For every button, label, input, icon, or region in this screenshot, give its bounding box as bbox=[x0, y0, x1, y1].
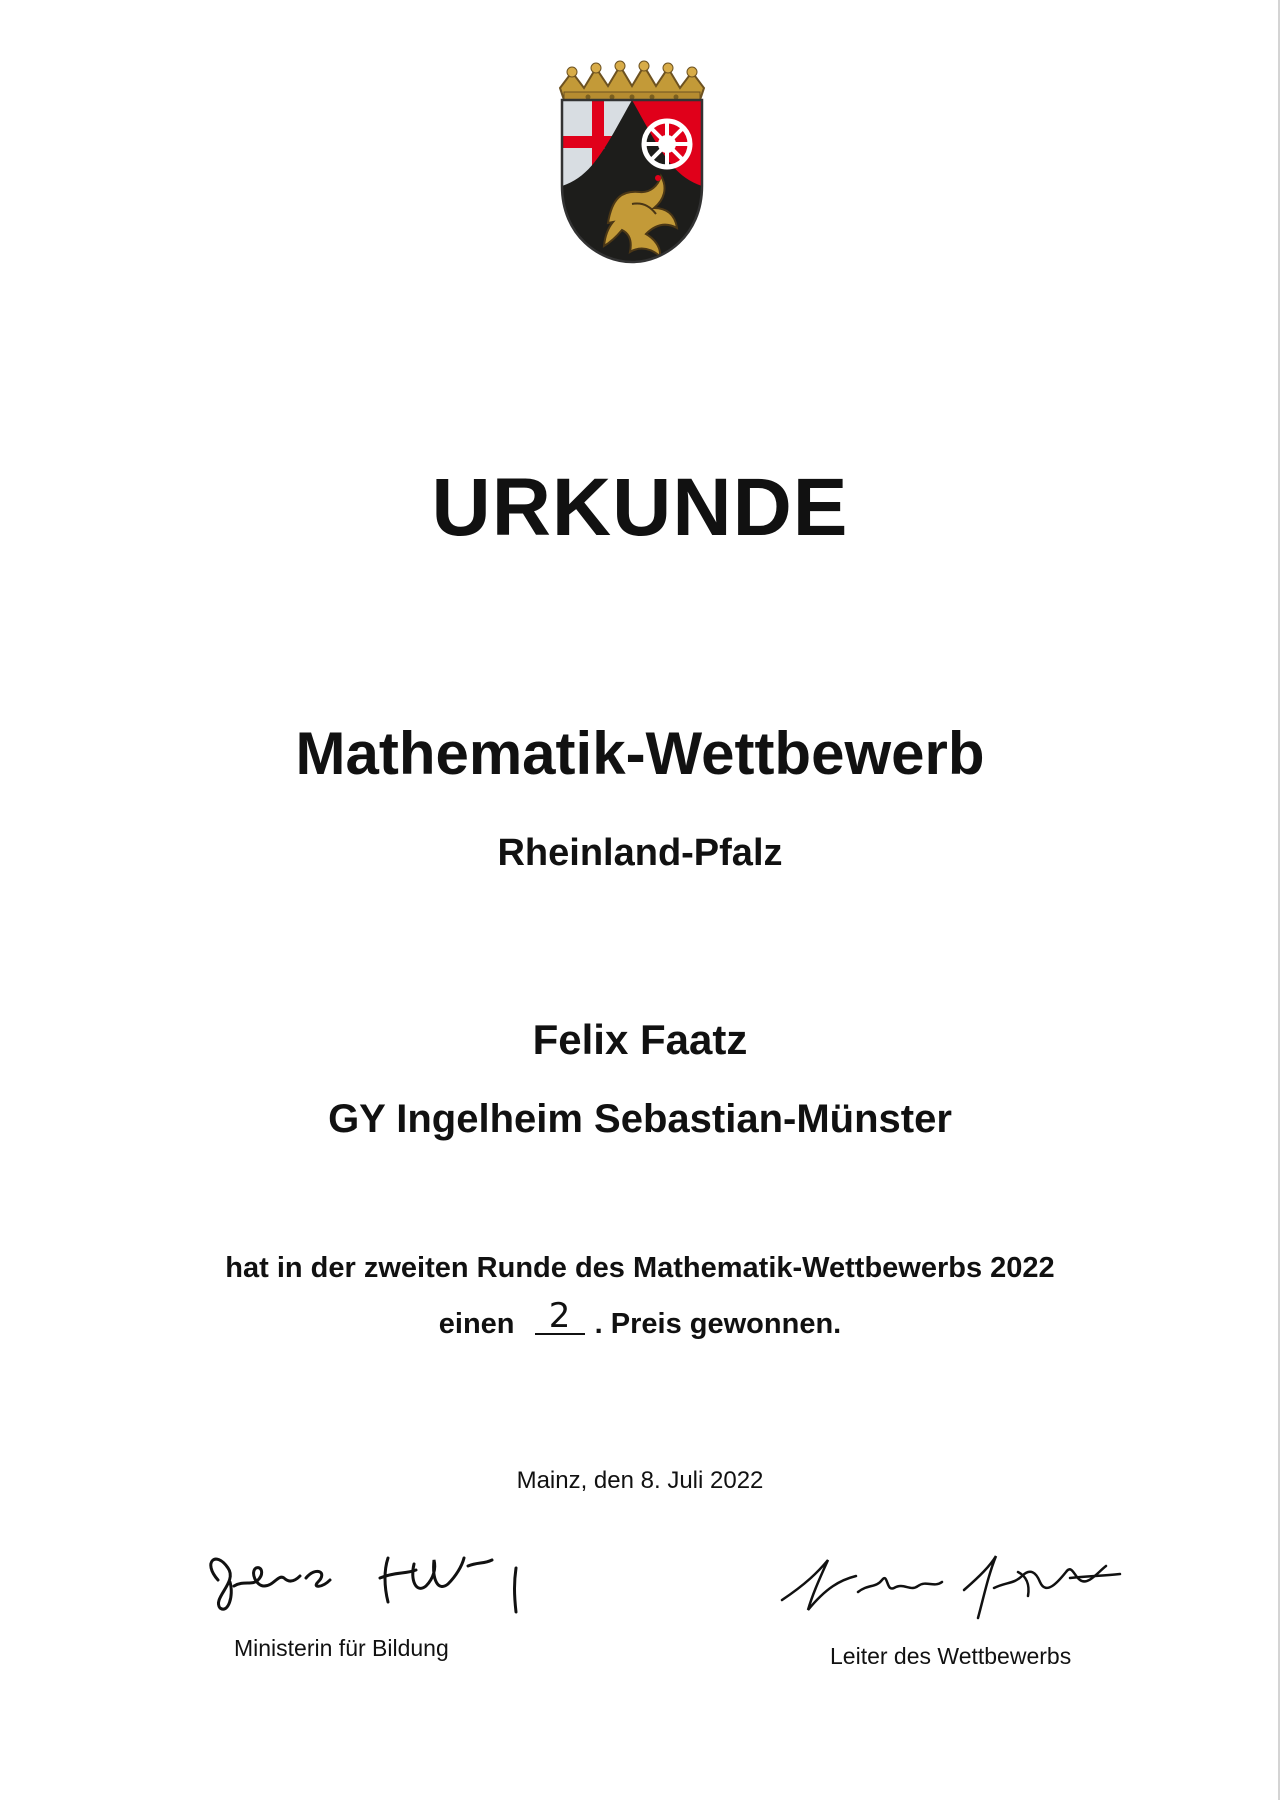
signature-right-graphic bbox=[770, 1548, 1130, 1628]
winner-school: GY Ingelheim Sebastian-Münster bbox=[328, 1097, 952, 1141]
signature-right-caption: Leiter des Wettbewerbs bbox=[830, 1643, 1072, 1669]
coat-of-arms-icon bbox=[550, 58, 714, 264]
signature-left-graphic bbox=[200, 1538, 540, 1618]
competition-name: Mathematik-Wettbewerb bbox=[295, 720, 985, 787]
winner-name: Felix Faatz bbox=[532, 1016, 748, 1063]
crown-icon bbox=[560, 61, 704, 102]
signature-left-caption: Ministerin für Bildung bbox=[234, 1635, 449, 1661]
prize-prefix: einen bbox=[438, 1308, 515, 1340]
page-title: URKUNDE bbox=[431, 462, 849, 553]
prize-line bbox=[0, 1296, 1280, 1344]
award-statement: hat in der zweiten Runde des Mathematik-Wettbewerbs 2022 bbox=[225, 1252, 1055, 1284]
prize-number: 2 bbox=[535, 1299, 585, 1335]
competition-region: Rheinland-Pfalz bbox=[497, 832, 783, 874]
place-date: Mainz, den 8. Juli 2022 bbox=[516, 1467, 764, 1494]
prize-suffix: . Preis gewonnen. bbox=[594, 1308, 842, 1340]
